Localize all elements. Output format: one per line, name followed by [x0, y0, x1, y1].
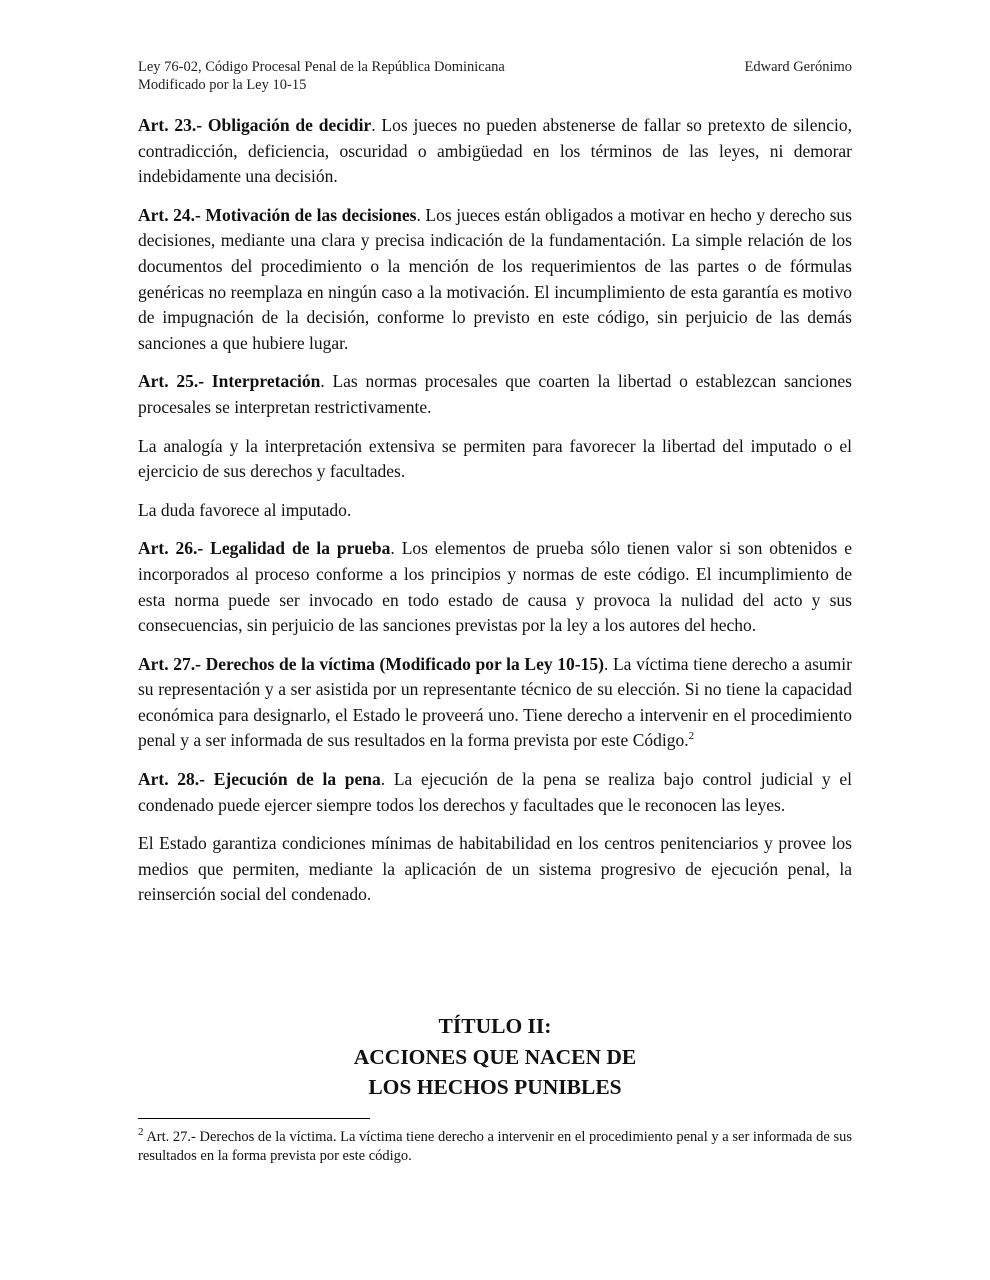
footnote-divider [138, 1118, 370, 1119]
article-text: . Los elementos de prueba sólo tienen valor si son obtenidos e incorporados al proceso conforme a los principios y normas de este código. El incumplimiento de esta norma puede ser invocado en todo estado de causa y provoca la nulidad del acto y sus consecuencias, sin perjuicio de las sanciones previstas por la ley a los autores del hecho. [138, 538, 852, 636]
header-author: Edward Gerónimo [744, 59, 852, 75]
footnote-reference[interactable]: 2 [688, 730, 695, 743]
document-body [138, 113, 852, 921]
article-text: . Los jueces están obligados a motivar en hecho y derecho sus decisiones, mediante una clara y precisa indicación de la fundamentación. La simple relación de los documentos del procedimiento o la mención de los requerimientos de las partes o de fórmulas genéricas no reemplaza en ningún caso a la motivación. El incumplimiento de esta garantía es motivo de impugnación de la decisión, conforme lo previsto en este código, sin perjuicio de las demás sanciones a que hubiere lugar. [138, 204, 852, 353]
title-line-3: LOS HECHOS PUNIBLES [368, 1075, 622, 1099]
article-23 [138, 113, 852, 190]
footnote-text: Art. 27.- Derechos de la víctima. La víctima tiene derecho a intervenir en el procedimiento penal y a ser informada de sus resultados en la forma prevista por este código. [138, 1129, 852, 1164]
article-26 [138, 536, 852, 638]
article-28 [138, 767, 852, 818]
header-modification-note: Modificado por la Ley 10-15 [138, 77, 307, 93]
article-25-paragraph-2: La analogía y la interpretación extensiva se permiten para favorecer la libertad del imputado o el ejercicio de sus derechos y facultades. [138, 435, 852, 482]
article-heading: Art. 23.- Obligación de decidir [138, 115, 372, 135]
page-header [138, 58, 852, 94]
article-27 [138, 652, 852, 754]
title-line-2: ACCIONES QUE NACEN DE [353, 1044, 637, 1069]
footnote [138, 1128, 852, 1166]
article-text: . Los jueces no pueden abstenerse de fallar so pretexto de silencio, contradicción, deficiencia, oscuridad o ambigüedad en los términos de las leyes, ni demorar indebidamente una decisión. [138, 115, 853, 187]
article-heading: Art. 25.- Interpretación [138, 371, 321, 392]
article-24 [138, 203, 852, 357]
article-text: . La ejecución de la pena se realiza bajo control judicial y el condenado puede ejercer siempre todos los derechos y facultades que le reconocen las leyes. [138, 769, 852, 815]
article-heading: Art. 27.- Derechos de la víctima (Modificado por la Ley 10-15) [138, 653, 604, 674]
article-heading: Art. 28.- Ejecución de la pena [138, 769, 381, 790]
article-28-paragraph-2: El Estado garantiza condiciones mínimas de habitabilidad en los centros penitenciarios y provee los medios que permiten, mediante la aplicación de un sistema progresivo de ejecución penal, la reinserción social del condenado. [138, 833, 852, 905]
article-heading: Art. 26.- Legalidad de la prueba [138, 538, 391, 559]
title-line-1: TÍTULO II: [438, 1014, 552, 1038]
header-law-title: Ley 76-02, Código Procesal Penal de la República Dominicana [138, 59, 505, 75]
article-text: . Las normas procesales que coarten la libertad o establezcan sanciones procesales se interpretan restrictivamente. [138, 371, 852, 417]
section-title [138, 1011, 852, 1103]
article-25-paragraph-3: La duda favorece al imputado. [138, 499, 352, 520]
article-heading: Art. 24.- Motivación de las decisiones [138, 204, 417, 225]
article-25 [138, 369, 852, 420]
article-text: . La víctima tiene derecho a asumir su representación y a ser asistida por un representante técnico de su elección. Si no tiene la capacidad económica para designarlo, el Estado le proveerá uno. Tiene derecho a intervenir en el procedimiento penal y a ser informada de sus resultados en la forma prevista por este Código. [138, 653, 852, 751]
footnote-number: 2 [138, 1126, 144, 1139]
